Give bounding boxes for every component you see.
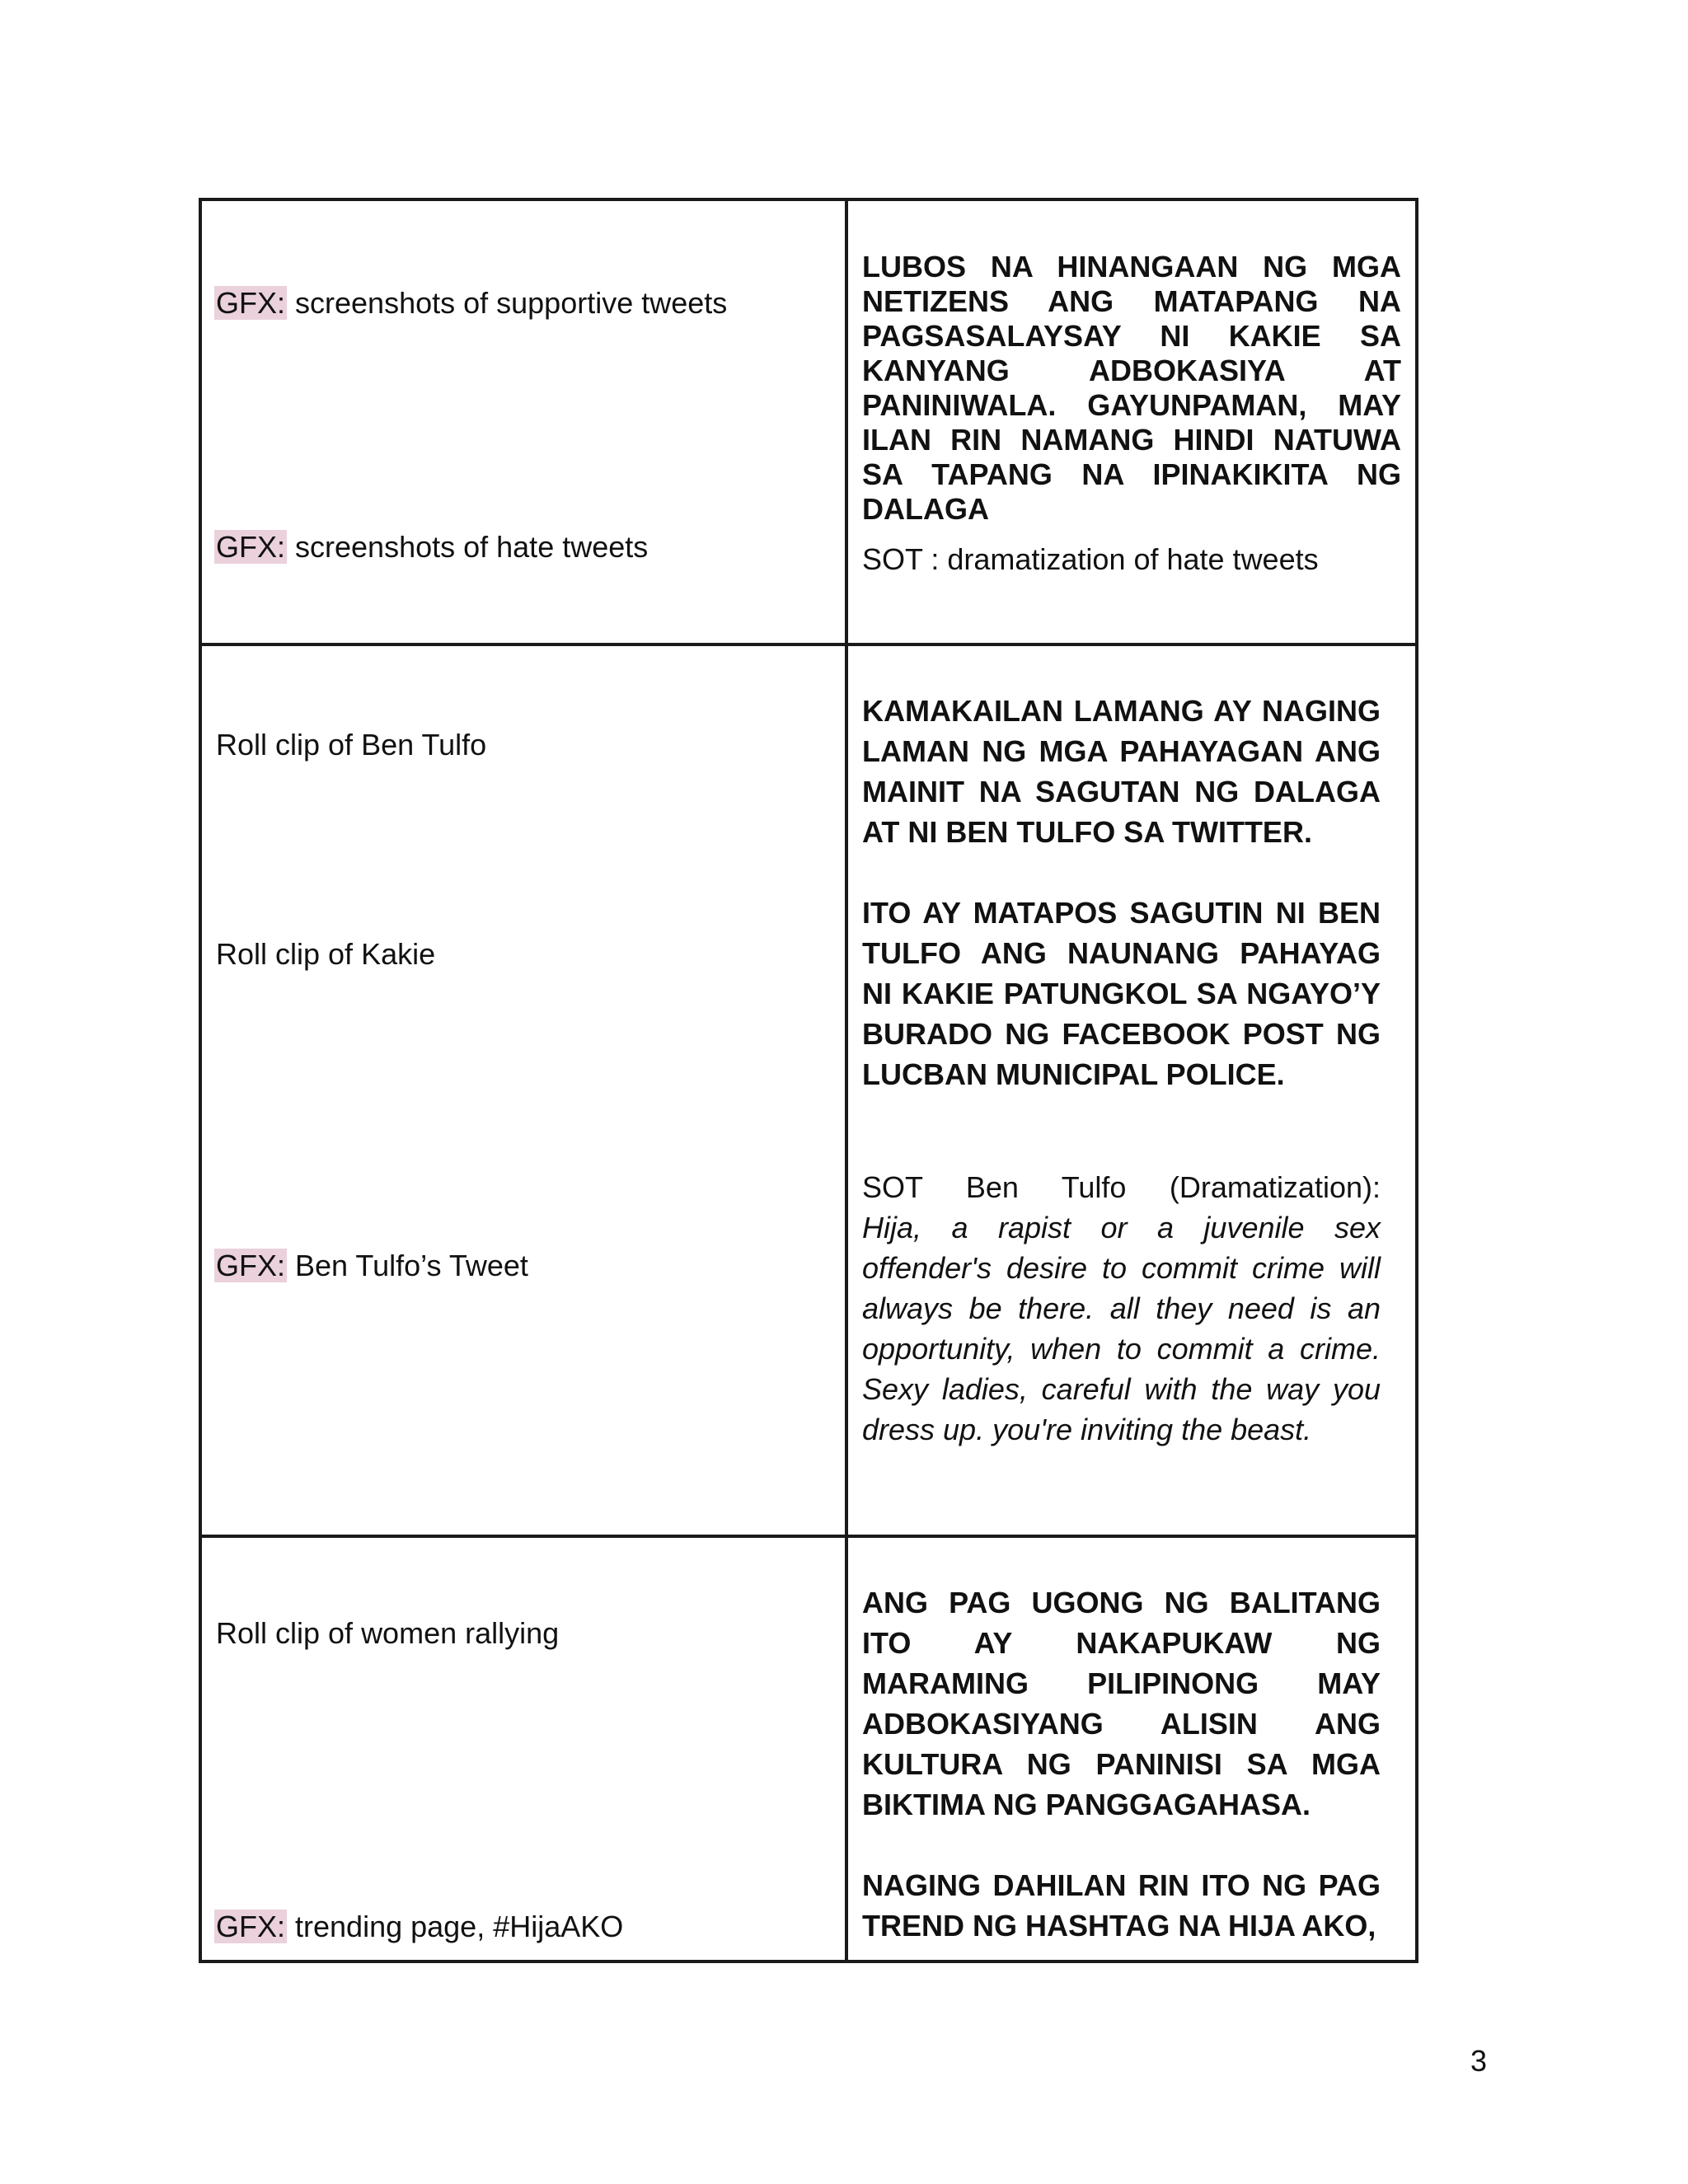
cue-text: Roll clip of Ben Tulfo	[216, 728, 487, 762]
sot-label: SOT Ben Tulfo (Dramatization):	[862, 1170, 1381, 1204]
cue-cell	[202, 646, 848, 1535]
cue-text: Ben Tulfo’s Tweet	[287, 1249, 528, 1282]
voiceover-text: ITO AY MATAPOS SAGUTIN NI BEN TULFO ANG NAUNANG PAHAYAG NI KAKIE PATUNGKOL SA NGAYO’Y BURADO NG FACEBOOK POST NG LUCBAN MUNICIPAL POLICE.	[862, 896, 1381, 1091]
voiceover-text: KAMAKAILAN LAMANG AY NAGING LAMAN NG MGA PAHAYAGAN ANG MAINIT NA SAGUTAN NG DALAGA AT NI BEN TULFO SA TWITTER.	[862, 694, 1381, 849]
cue-line	[216, 1615, 559, 1652]
gfx-tag: GFX:	[216, 1910, 286, 1943]
audio-cell	[848, 201, 1415, 643]
cue-text: Roll clip of Kakie	[216, 937, 436, 971]
audio-cell	[848, 1538, 1415, 1960]
cue-text: screenshots of hate tweets	[287, 530, 649, 564]
cue-line	[216, 1909, 623, 1945]
cue-line	[216, 1248, 528, 1284]
table-row	[202, 201, 1415, 643]
cue-line	[216, 936, 435, 972]
gfx-tag: GFX:	[216, 286, 286, 320]
cue-text: trending page, #HijaAKO	[287, 1910, 624, 1943]
voiceover-text: NAGING DAHILAN RIN ITO NG PAG TREND NG HASHTAG NA HIJA AKO,	[862, 1868, 1381, 1943]
audio-cell	[848, 646, 1415, 1535]
cue-text: screenshots of supportive tweets	[287, 286, 728, 320]
gfx-tag: GFX:	[216, 530, 286, 564]
cue-cell	[202, 201, 848, 643]
cue-line	[216, 727, 486, 763]
cue-cell	[202, 1538, 848, 1960]
gfx-tag: GFX:	[216, 1249, 286, 1282]
voiceover-text: LUBOS NA HINANGAAN NG MGA NETIZENS ANG MATAPANG NA PAGSASALAYSAY NI KAKIE SA KANYANG ADBOKASIYA AT PANINIWALA. GAYUNPAMAN, MAY ILAN RIN NAMANG HINDI NATUWA SA TAPANG NA IPINAKIKITA NG DALAGA	[862, 250, 1401, 526]
table-row	[202, 1535, 1415, 1960]
cue-line	[216, 285, 727, 321]
page-number: 3	[1470, 2044, 1488, 2078]
cue-text: Roll clip of women rallying	[216, 1616, 560, 1650]
cue-line	[216, 529, 648, 565]
sot-note: SOT : dramatization of hate tweets	[862, 542, 1319, 576]
voiceover-text: ANG PAG UGONG NG BALITANG ITO AY NAKAPUKAW NG MARAMING PILIPINONG MAY ADBOKASIYANG ALISIN ANG KULTURA NG PANINISI SA MGA BIKTIMA NG PANGGAGAHASA.	[862, 1586, 1381, 1821]
table-row	[202, 643, 1415, 1535]
sot-quote: Hija, a rapist or a juvenile sex offender's desire to commit crime will always be there. all they need is an opportunity, when to commit a crime. Sexy ladies, careful with the way you dress up. you're inviting the beast.	[862, 1211, 1381, 1446]
script-table	[199, 198, 1418, 1963]
